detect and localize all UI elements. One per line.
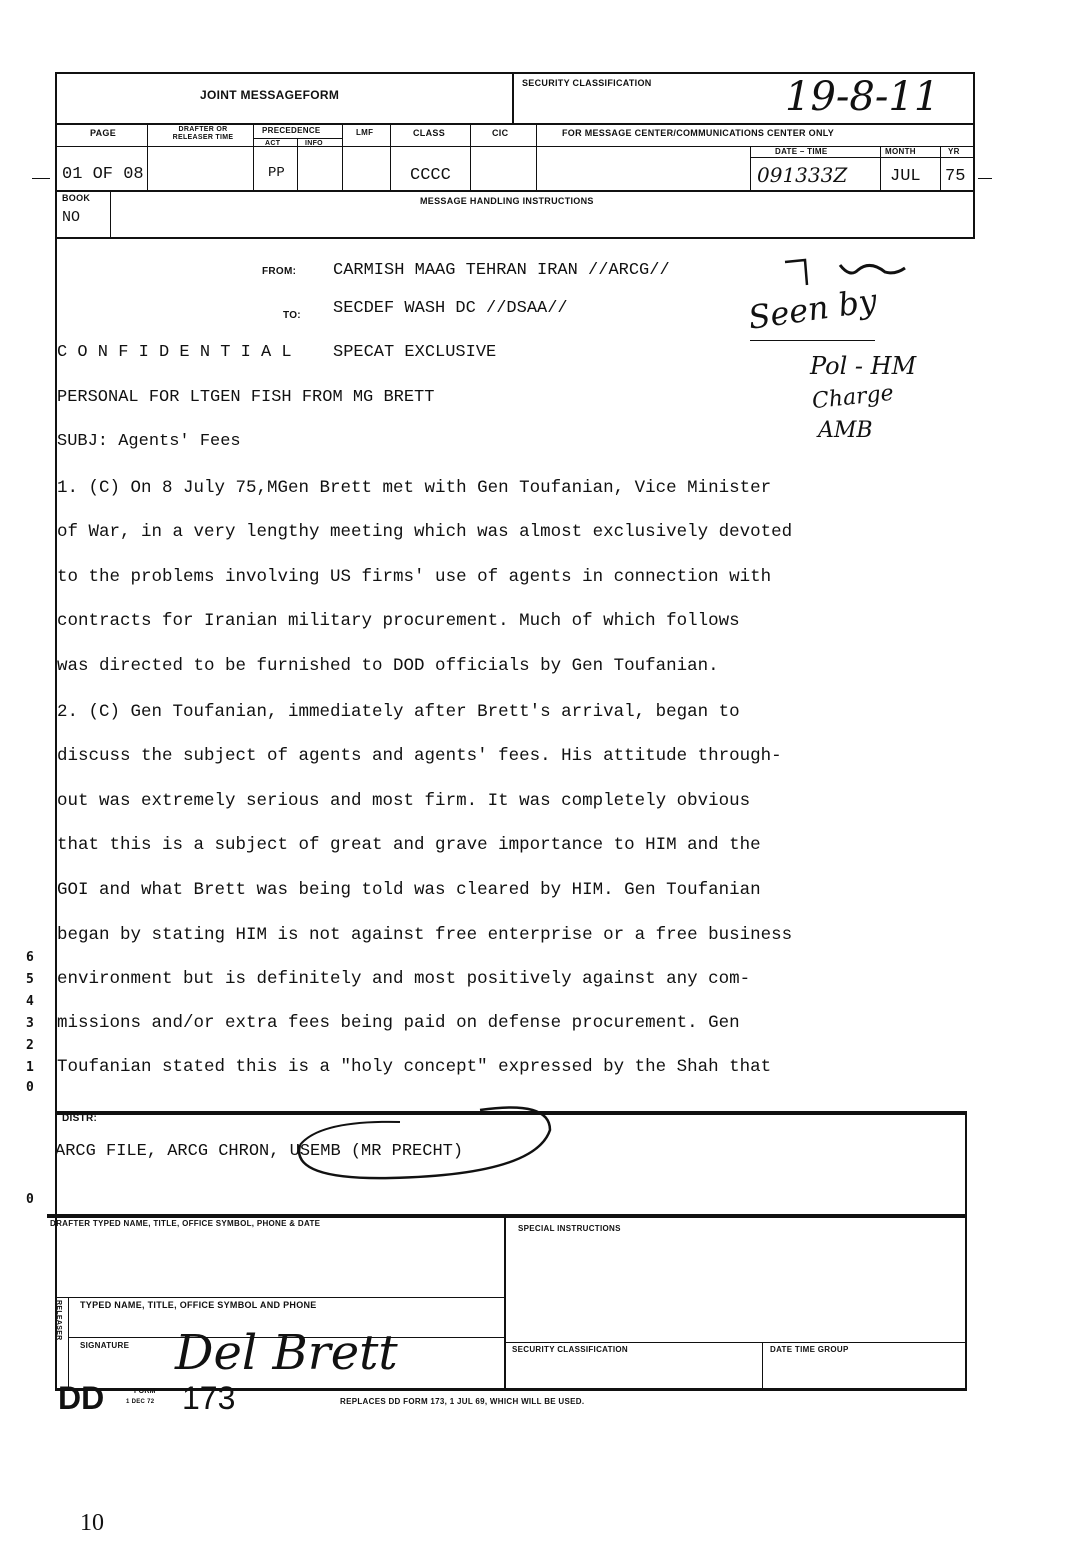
personal-line: PERSONAL FOR LTGEN FISH FROM MG BRETT (57, 388, 435, 407)
subject-line: SUBJ: Agents' Fees (57, 432, 241, 451)
yr-header: YR (948, 147, 960, 156)
col-divider-8 (880, 146, 881, 190)
sec-class-top (504, 1342, 965, 1343)
body-line: was directed to be furnished to DOD officials by Gen Toufanian. (57, 656, 719, 676)
body-line: missions and/or extra fees being paid on defense procurement. Gen (57, 1013, 740, 1033)
body-line: discuss the subject of agents and agents' fees. His attitude through- (57, 746, 782, 766)
col-divider-act (297, 138, 298, 190)
from-value: CARMISH MAAG TEHRAN IRAN //ARCG// (333, 261, 670, 280)
values-row-bottom (55, 190, 975, 192)
margin-zero: 0 (26, 1192, 34, 1207)
seen-by-underline (750, 340, 875, 341)
form-title: JOINT MESSAGEFORM (200, 88, 340, 102)
releaser-label: TYPED NAME, TITLE, OFFICE SYMBOL AND PHONE (80, 1300, 317, 1310)
to-label: TO: (283, 310, 301, 321)
signature: Del Brett (175, 1325, 398, 1381)
releaser-side-divider (68, 1297, 69, 1389)
body-line: that this is a subject of great and grave importance to HIM and the (57, 835, 761, 855)
margin-tick-left (32, 178, 50, 179)
classification-line: C O N F I D E N T I A L (57, 343, 292, 362)
footer-divider (504, 1214, 506, 1390)
margin-digit: 5 (26, 972, 34, 987)
distribution-label: DISTR: (62, 1113, 98, 1124)
act-header: ACT (265, 140, 281, 147)
book-label: BOOK (62, 193, 91, 203)
body-line: environment but is definitely and most positively against any com- (57, 969, 751, 989)
security-classification-label: SECURITY CLASSIFICATION (522, 78, 652, 88)
body-line: Toufanian stated this is a "holy concept" expressed by the Shah that (57, 1057, 772, 1077)
margin-digit: 2 (26, 1038, 34, 1053)
dtg-label: DATE TIME GROUP (770, 1345, 849, 1354)
body-line: of War, in a very lengthy meeting which was almost exclusively devoted (57, 522, 793, 542)
form-right-border-bottom (965, 1112, 967, 1390)
seen-by-note: Seen by (745, 281, 880, 337)
col-divider-1 (147, 123, 148, 190)
col-divider-4 (390, 123, 391, 190)
header-divider (512, 72, 514, 124)
signature-label: SIGNATURE (80, 1341, 130, 1350)
distribution-text: ARCG FILE, ARCG CHRON, USEMB (MR PRECHT) (55, 1142, 464, 1161)
margin-digit: 3 (26, 1016, 34, 1031)
page-number: 10 (80, 1510, 104, 1536)
body-line: 2. (C) Gen Toufanian, immediately after Brett's arrival, began to (57, 702, 740, 722)
distribution-bottom (47, 1214, 967, 1218)
form-left-border (55, 72, 57, 1390)
specat-line: SPECAT EXCLUSIVE (333, 343, 497, 362)
special-instructions-label: SPECIAL INSTRUCTIONS (518, 1224, 621, 1233)
body-line: GOI and what Brett was being told was cleared by HIM. Gen Toufanian (57, 880, 761, 900)
amb-note: AMB (818, 418, 873, 443)
col-divider-2 (253, 123, 254, 190)
approval-marks (760, 250, 920, 290)
releaser-side-label: RELEASER (55, 1300, 62, 1341)
margin-digit: 6 (26, 950, 34, 965)
drafter-header: DRAFTER OR RELEASER TIME (172, 126, 234, 141)
cic-header: CIC (492, 128, 509, 138)
handling-label: MESSAGE HANDLING INSTRUCTIONS (420, 196, 594, 206)
col-divider-5 (470, 123, 471, 190)
header-bottom (55, 123, 975, 125)
body-line: 1. (C) On 8 July 75,MGen Brett met with Gen Toufanian, Vice Minister (57, 478, 772, 498)
precedence-header: PRECEDENCE (262, 126, 321, 135)
margin-digit: 4 (26, 994, 34, 1009)
margin-digit: 0 (26, 1080, 34, 1095)
month-header: MONTH (885, 147, 916, 156)
body-line: out was extremely serious and most firm. It was completely obvious (57, 791, 751, 811)
lmf-header: LMF (356, 128, 374, 137)
margin-digit: 1 (26, 1060, 34, 1075)
book-value: NO (62, 209, 81, 226)
column-header-bottom (55, 146, 975, 147)
form-number: 173 (182, 1380, 236, 1416)
message-center-header: FOR MESSAGE CENTER/COMMUNICATIONS CENTER ONLY (562, 128, 835, 138)
form-right-border-top (973, 72, 975, 238)
body-line: began by stating HIM is not against free enterprise or a free business (57, 925, 793, 945)
precedence-value: PP (268, 165, 285, 181)
sec-class-label: SECURITY CLASSIFICATION (512, 1345, 628, 1354)
col-divider-9 (940, 146, 941, 190)
body-line: contracts for Iranian military procurement. Much of which follows (57, 611, 740, 631)
to-value: SECDEF WASH DC //DSAA// (333, 299, 568, 318)
drafter-label: DRAFTER TYPED NAME, TITLE, OFFICE SYMBOL, PHONE & DATE (50, 1219, 321, 1228)
dtg-divider (762, 1342, 763, 1390)
replaces-note: REPLACES DD FORM 173, 1 JUL 69, WHICH WILL BE USED. (340, 1397, 585, 1406)
class-header: CLASS (413, 128, 446, 138)
releaser-top (55, 1297, 504, 1298)
info-header: INFO (305, 140, 323, 147)
book-divider (110, 190, 111, 238)
margin-tick-right (978, 178, 992, 179)
date-time-header: DATE – TIME (775, 147, 828, 156)
book-row-bottom (55, 237, 975, 239)
col-divider-3 (342, 123, 343, 190)
charge-note: Charge (810, 380, 895, 415)
date-time-value: 091333Z (757, 163, 848, 187)
pol-note: Pol - HM (810, 352, 917, 380)
from-label: FROM: (262, 266, 297, 277)
body-line: to the problems involving US firms' use of agents in connection with (57, 567, 772, 587)
dd-mark: DD (58, 1380, 105, 1416)
form-word: FORM (134, 1388, 156, 1395)
col-divider-7 (750, 146, 751, 190)
month-value: JUL (890, 167, 921, 186)
class-value: CCCC (410, 166, 451, 185)
handwritten-circle (280, 1090, 560, 1190)
page-header: PAGE (90, 128, 117, 138)
page-value: 01 OF 08 (62, 165, 144, 184)
col-divider-6 (536, 123, 537, 190)
date-split (750, 157, 975, 158)
precedence-split (253, 138, 342, 139)
yr-value: 75 (945, 167, 966, 186)
form-date: 1 DEC 72 (126, 1399, 155, 1405)
handwritten-reference: 19-8-11 (785, 74, 940, 120)
